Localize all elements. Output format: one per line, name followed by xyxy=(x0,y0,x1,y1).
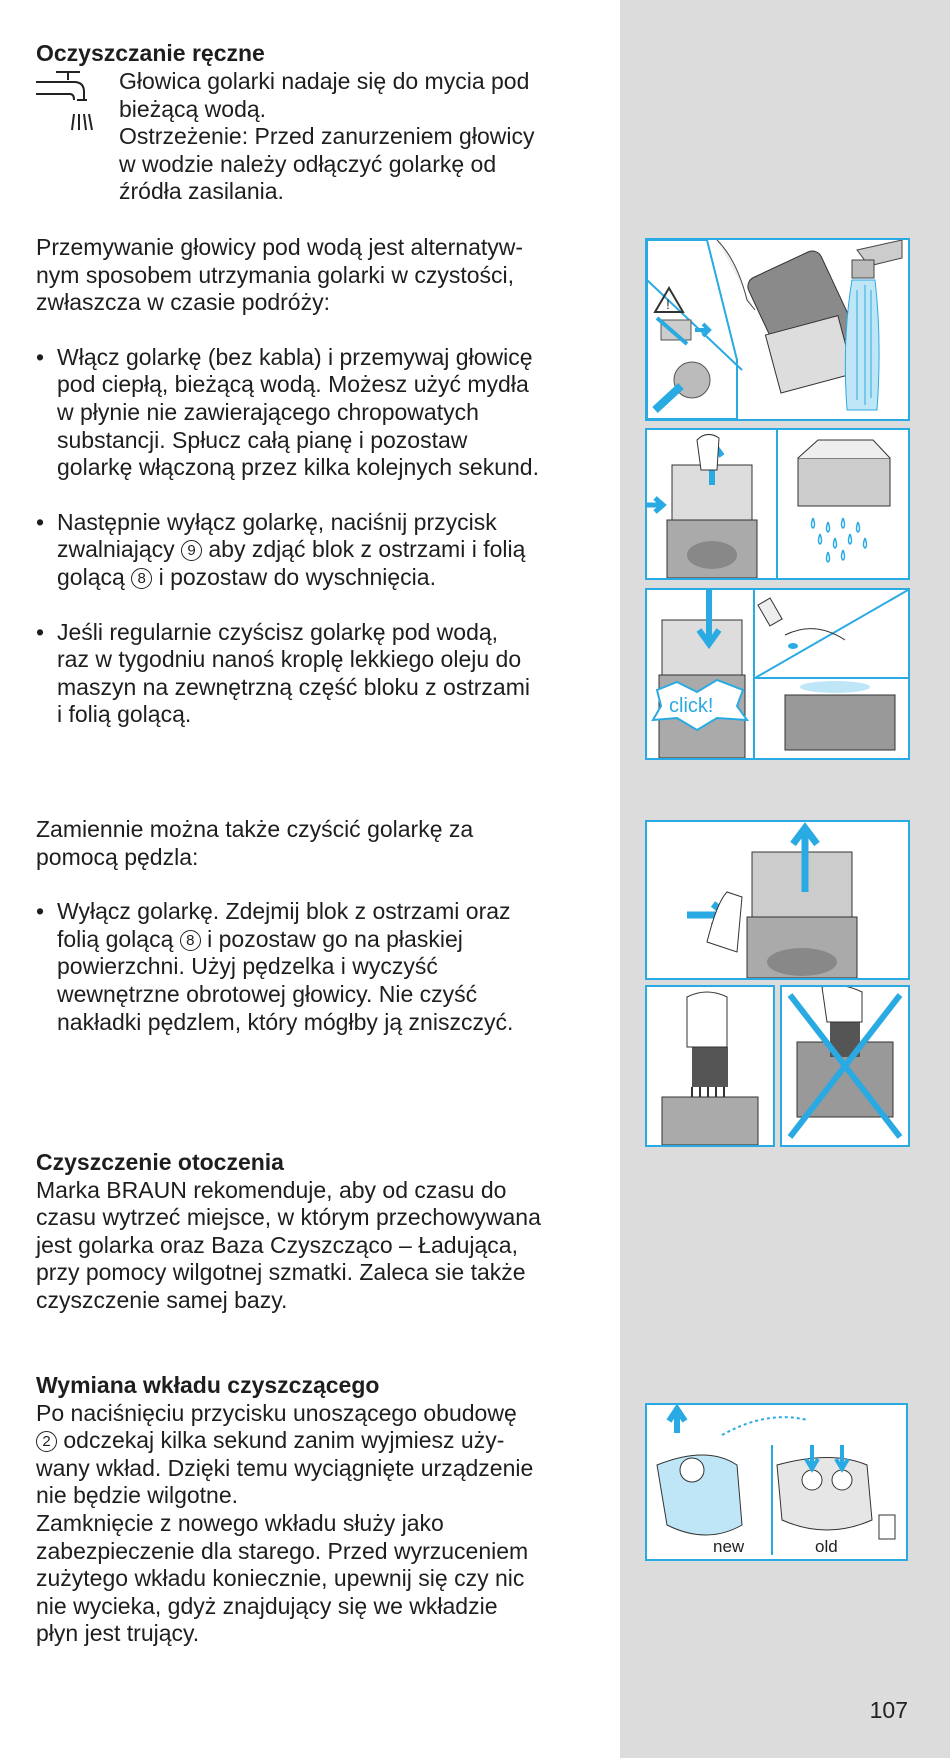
brush-section xyxy=(36,816,596,1036)
label-new: new xyxy=(713,1537,745,1556)
illustration-click-block xyxy=(645,588,755,760)
text-line: pod ciepłą, bieżącą wodą. Możesz użyć mydła xyxy=(57,371,529,398)
text-line: w wodzie należy odłączyć golarkę od xyxy=(119,150,497,177)
svg-text:!: ! xyxy=(666,296,670,312)
text-line: 2 odczekaj kilka sekund zanim wyjmiesz uży- xyxy=(36,1427,596,1455)
text-line: nie wycieka, gdyż znajdujący się we wkładzie xyxy=(36,1592,498,1619)
text-line: Po naciśnięciu przycisku unoszącego obudowę xyxy=(36,1399,517,1426)
manual-cleaning-text xyxy=(119,68,589,206)
text-line: zwłaszcza w czasie podróży: xyxy=(36,289,330,316)
illustration-cartridge-replacement xyxy=(645,1403,908,1561)
text-line: zużytego wkładu koniecznie, upewnij się czy nic xyxy=(36,1565,525,1592)
bullet-dot: • xyxy=(36,508,45,535)
text-line: maszyn na zewnętrzną część bloku z ostrzami xyxy=(57,673,530,700)
text-line: raz w tygodniu nanoś kroplę lekkiego oleju do xyxy=(57,646,522,673)
text-line: Przemywanie głowicy pod wodą jest alternatyw- xyxy=(36,234,524,260)
circled-number: 2 xyxy=(36,1431,57,1452)
text-line: Włącz golarkę (bez kabla) i przemywaj głowicę xyxy=(57,343,533,370)
heading-cartridge: Wymiana wkładu czyszczącego xyxy=(36,1372,380,1398)
circled-number: 9 xyxy=(181,540,202,561)
text-line: Wyłącz golarkę. Zdejmij blok z ostrzami oraz xyxy=(57,898,511,925)
text-line: folią golącą 8 i pozostaw go na płaskiej xyxy=(57,925,463,952)
text-line: wewnętrzne obrotowej głowicy. Nie czyść xyxy=(57,980,478,1007)
text-line: nie będzie wilgotne. xyxy=(36,1482,239,1509)
bullet-item xyxy=(36,509,596,592)
heading-manual-cleaning: Oczyszczanie ręczne xyxy=(36,40,265,66)
bullet-item xyxy=(36,898,596,1036)
text-line: substancji. Spłucz całą pianę i pozostaw xyxy=(57,426,468,453)
text-line: wany wkład. Dzięki temu wyciągnięte urządzenie xyxy=(36,1454,534,1481)
text-line: jest golarka oraz Baza Czyszcząco – Ładująca, xyxy=(36,1231,518,1258)
text-line: golącą 8 i pozostaw do wyschnięcia. xyxy=(57,563,436,590)
illustration-rinse-under-tap xyxy=(645,238,910,421)
text-line: płyn jest trujący. xyxy=(36,1620,200,1647)
text-line: zwalniający 9 aby zdjąć blok z ostrzami i folią xyxy=(57,536,526,563)
text-line: przy pomocy wilgotnej szmatki. Zaleca sie także xyxy=(36,1259,526,1286)
text-line: źródła zasilania. xyxy=(119,178,284,205)
illustration-brush-forbidden xyxy=(780,985,910,1147)
text-line: bieżącą wodą. xyxy=(119,95,267,122)
tap-water-icon xyxy=(34,70,96,141)
text-line: zabezpieczenie dla starego. Przed wyrzuceniem xyxy=(36,1537,529,1564)
page-number: 107 xyxy=(869,1697,908,1723)
text-line: nym sposobem utrzymania golarki w czystości, xyxy=(36,261,515,288)
label-old: old xyxy=(815,1537,838,1556)
text-line: nakładki pędzlem, który mógłby ją zniszczyć. xyxy=(57,1008,514,1035)
heading-surroundings: Czyszczenie otoczenia xyxy=(36,1149,284,1175)
bullet-item xyxy=(36,619,596,729)
illustration-brush-cleaning xyxy=(645,985,775,1147)
text-line: Marka BRAUN rekomenduje, aby od czasu do xyxy=(36,1176,507,1203)
illustration-remove-block-brush xyxy=(645,820,910,980)
text-line: Zamiennie można także czyścić golarkę za xyxy=(36,816,474,842)
bullet-dot: • xyxy=(36,618,45,645)
illustration-drying-block xyxy=(776,428,910,580)
text-line: powierzchni. Użyj pędzelka i wyczyść xyxy=(57,953,438,980)
illustration-oil-drop xyxy=(753,588,910,760)
text-line: Jeśli regularnie czyścisz golarkę pod wodą, xyxy=(57,618,499,645)
bullet-dot: • xyxy=(36,898,45,925)
circled-number: 8 xyxy=(180,930,201,951)
text-line: Głowica golarki nadaje się do mycia pod xyxy=(119,68,530,94)
text-line: czasu wytrzeć miejsce, w którym przechowywana xyxy=(36,1204,541,1231)
cartridge-section xyxy=(36,1372,596,1648)
text-line: Ostrzeżenie: Przed zanurzeniem głowicy xyxy=(119,123,535,150)
text-line: golarkę włączoną przez kilka kolejnych sekund. xyxy=(57,454,539,481)
illustration-release-block xyxy=(645,428,778,580)
click-label: click! xyxy=(669,695,714,717)
text-line: Następnie wyłącz golarkę, naciśnij przycisk xyxy=(57,508,497,535)
rinse-section xyxy=(36,234,596,729)
bullet-dot: • xyxy=(36,343,45,370)
text-line: pomocą pędzla: xyxy=(36,843,199,870)
text-line: Zamknięcie z nowego wkładu służy jako xyxy=(36,1509,444,1536)
text-line: czyszczenie samej bazy. xyxy=(36,1286,288,1313)
bullet-item xyxy=(36,344,596,482)
surroundings-section xyxy=(36,1149,596,1315)
text-line: w płynie nie zawierającego chropowatych xyxy=(57,398,479,425)
text-line: i folią golącą. xyxy=(57,701,192,728)
circled-number: 8 xyxy=(131,568,152,589)
